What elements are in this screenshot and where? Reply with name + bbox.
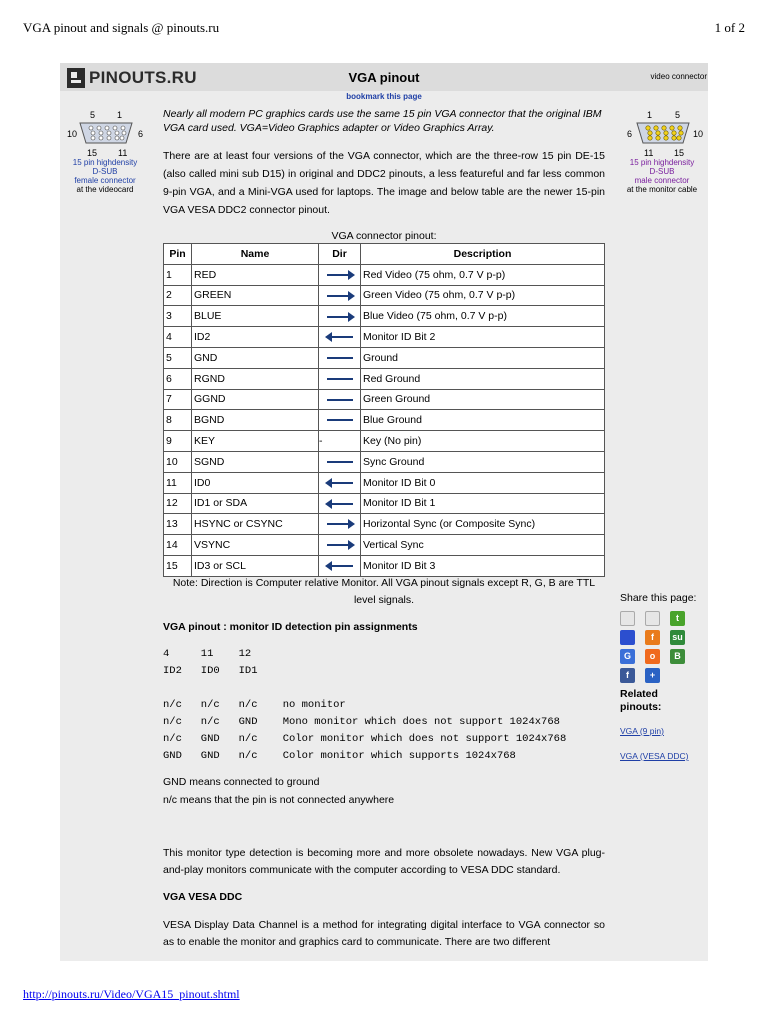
pin-number-cell: 4	[164, 327, 192, 348]
direction-cell	[319, 555, 361, 576]
vga-pinout-table	[163, 243, 605, 577]
reddit-icon[interactable]: o	[645, 649, 660, 664]
connector-pin-label: 15	[674, 148, 685, 158]
pin-number-cell: 3	[164, 306, 192, 327]
delicious-icon[interactable]	[620, 611, 635, 626]
pin-number-cell: 7	[164, 389, 192, 410]
line-icon	[327, 399, 353, 401]
pin-name-cell: ID2	[192, 327, 319, 348]
connector-caption: male connector	[634, 176, 690, 185]
bookmark-link[interactable]: bookmark this page	[346, 92, 422, 101]
ddc-heading: VGA VESA DDC	[163, 891, 243, 903]
direction-cell	[319, 514, 361, 535]
share-icons	[620, 611, 700, 683]
direction-cell	[319, 264, 361, 285]
connector-caption: at the monitor cable	[626, 185, 698, 194]
blogger-icon[interactable]: f	[645, 630, 660, 645]
print-title: VGA pinout and signals @ pinouts.ru	[23, 20, 220, 35]
obsolete-paragraph: This monitor type detection is becoming more and more obsolete nowadays. New VGA plug-and-play monitors communicate with the computer according to VESA DDC standard.	[163, 847, 605, 876]
pin-number-cell: 1	[164, 264, 192, 285]
table-row	[164, 264, 605, 285]
intro-paragraph: There are at least four versions of the VGA connector, which are the three-row 15 pin DE-15 (also called mini sub D15) in original and DDC2 pinouts, a less featureful and far less common 9-pin VGA, and a Mini-VGA used for laptops. The image and below table are the newer 15-pin VGA VESA DDC2 connector pinout.	[163, 150, 605, 216]
pin-name-cell: BGND	[192, 410, 319, 431]
table-row	[164, 368, 605, 389]
pin-name-cell: SGND	[192, 451, 319, 472]
stumbleupon-icon[interactable]: su	[670, 630, 685, 645]
arrow-right-icon	[327, 316, 353, 318]
table-row	[164, 451, 605, 472]
connector-pin-label: 10	[693, 129, 704, 139]
connector-pin-label: 6	[138, 129, 144, 139]
pin-number-cell: 5	[164, 347, 192, 368]
connector-pin-label: 11	[118, 148, 128, 158]
pin-name-cell: ID0	[192, 472, 319, 493]
column-header: Name	[192, 244, 319, 265]
connector-pin-label: 5	[675, 110, 681, 120]
section-heading: VGA pinout : monitor ID detection pin assignments	[163, 621, 418, 633]
pin-description-cell: Monitor ID Bit 1	[361, 493, 605, 514]
line-icon	[327, 419, 353, 421]
newsvine-icon[interactable]: B	[670, 649, 685, 664]
pin-description-cell: Red Ground	[361, 368, 605, 389]
connector-caption: D-SUB	[649, 167, 675, 176]
table-row	[164, 493, 605, 514]
table-row	[164, 555, 605, 576]
pin-number-cell: 2	[164, 285, 192, 306]
direction-cell	[319, 451, 361, 472]
pin-description-cell: Green Video (75 ohm, 0.7 V p-p)	[361, 285, 605, 306]
direction-cell	[319, 472, 361, 493]
connector-pin-label: 6	[627, 129, 633, 139]
pin-name-cell: GGND	[192, 389, 319, 410]
share-label: Share this page:	[620, 592, 697, 604]
technorati-icon[interactable]: t	[670, 611, 685, 626]
intro-italic-paragraph: Nearly all modern PC graphics cards use the same 15 pin VGA connector that the original IBM VGA card used. VGA=Video Graphics adapter or Video Graphics Array.	[163, 108, 602, 134]
male-connector-figure	[617, 110, 707, 194]
table-note: Note: Direction is Computer relative Monitor. All VGA pinout signals except R, G, B are TTL level signals.	[172, 577, 596, 606]
pin-description-cell: Monitor ID Bit 2	[361, 327, 605, 348]
table-row	[164, 389, 605, 410]
direction-cell	[319, 368, 361, 389]
arrow-right-icon	[327, 544, 353, 546]
pin-description-cell: Monitor ID Bit 0	[361, 472, 605, 493]
direction-cell: -	[319, 431, 361, 452]
pin-description-cell: Vertical Sync	[361, 535, 605, 556]
pin-number-cell: 9	[164, 431, 192, 452]
print-header	[23, 20, 745, 36]
connector-pin-label: 1	[117, 110, 123, 120]
arrow-right-icon	[327, 274, 353, 276]
table-row	[164, 306, 605, 327]
pin-name-cell: RED	[192, 264, 319, 285]
pin-name-cell: RGND	[192, 368, 319, 389]
pin-description-cell: Horizontal Sync (or Composite Sync)	[361, 514, 605, 535]
table-row	[164, 535, 605, 556]
connector-pin-label: 11	[644, 148, 654, 158]
column-header: Dir	[319, 244, 361, 265]
pin-number-cell: 12	[164, 493, 192, 514]
table-row	[164, 327, 605, 348]
id-assignment-block	[163, 646, 605, 765]
pin-description-cell: Blue Video (75 ohm, 0.7 V p-p)	[361, 306, 605, 327]
ddc-paragraph: VESA Display Data Channel is a method for integrating digital interface to VGA connector so as to enable the monitor and graphics card to communicate. There are two different	[163, 919, 605, 948]
note-nc: n/c means that the pin is not connected anywhere	[163, 794, 395, 806]
table-row	[164, 514, 605, 535]
arrow-left-icon	[327, 336, 353, 338]
del-icio-us-icon[interactable]	[620, 630, 635, 645]
column-header: Description	[361, 244, 605, 265]
direction-cell	[319, 535, 361, 556]
connector-caption: female connector	[74, 176, 136, 185]
pin-number-cell: 8	[164, 410, 192, 431]
table-row	[164, 410, 605, 431]
table-row	[164, 472, 605, 493]
connector-caption: D-SUB	[92, 167, 118, 176]
pin-description-cell: Ground	[361, 347, 605, 368]
direction-cell	[319, 410, 361, 431]
pin-description-cell: Key (No pin)	[361, 431, 605, 452]
arrow-left-icon	[327, 482, 353, 484]
connector-pin-label: 10	[67, 129, 78, 139]
assignment-line: GND GND n/c Color monitor which supports 1024x768	[163, 750, 516, 762]
pin-number-cell: 13	[164, 514, 192, 535]
print-footer-url[interactable]: http://pinouts.ru/Video/VGA15_pinout.shtml	[23, 987, 240, 1001]
direction-cell	[319, 327, 361, 348]
assignment-line: n/c GND n/c Color monitor which does not support 1024x768	[163, 733, 567, 745]
pin-number-cell: 15	[164, 555, 192, 576]
print-page-number: 1 of 2	[714, 20, 745, 35]
assignment-line: n/c n/c n/c no monitor	[163, 699, 346, 711]
assignment-line: 4 11 12	[163, 648, 252, 660]
table-caption: VGA connector pinout:	[331, 230, 437, 242]
arrow-right-icon	[327, 523, 353, 525]
myspace-icon[interactable]: +	[645, 668, 660, 683]
pin-number-cell: 11	[164, 472, 192, 493]
table-header-row	[164, 244, 605, 265]
pin-number-cell: 10	[164, 451, 192, 472]
direction-cell	[319, 347, 361, 368]
google-icon[interactable]: G	[620, 649, 635, 664]
related-link-vga-ddc[interactable]: VGA (VESA DDC)	[620, 751, 689, 761]
pin-description-cell: Green Ground	[361, 389, 605, 410]
arrow-right-icon	[327, 295, 353, 297]
arrow-left-icon	[327, 503, 353, 505]
document-page	[60, 63, 708, 961]
logo-text: PINOUTS.RU	[89, 68, 197, 87]
table-row	[164, 431, 605, 452]
direction-cell	[319, 493, 361, 514]
facebook-icon[interactable]: f	[620, 668, 635, 683]
column-header: Pin	[164, 244, 192, 265]
connector-pin-label: 1	[647, 110, 653, 120]
id-section	[163, 619, 605, 809]
share-sidebar	[620, 592, 700, 763]
pin-name-cell: GND	[192, 347, 319, 368]
pin-name-cell: BLUE	[192, 306, 319, 327]
pin-description-cell: Sync Ground	[361, 451, 605, 472]
line-icon	[327, 357, 353, 359]
assignment-line: n/c n/c GND Mono monitor which does not support 1024x768	[163, 716, 560, 728]
pin-number-cell: 6	[164, 368, 192, 389]
category-label: video connector	[650, 72, 707, 81]
pin-name-cell: VSYNC	[192, 535, 319, 556]
connector-caption: at the videocard	[76, 185, 134, 194]
assignment-line: ID2 ID0 ID1	[163, 665, 258, 677]
dsub-female-icon	[60, 120, 150, 146]
dsub-male-icon	[617, 120, 707, 146]
pin-description-cell: Monitor ID Bit 3	[361, 555, 605, 576]
pin-name-cell: KEY	[192, 431, 319, 452]
direction-cell	[319, 285, 361, 306]
digg-icon[interactable]	[645, 611, 660, 626]
table-row	[164, 285, 605, 306]
connector-pin-label: 15	[87, 148, 98, 158]
female-connector-figure	[60, 110, 150, 194]
line-icon	[327, 378, 353, 380]
line-icon	[327, 461, 353, 463]
related-label: Related pinouts:	[620, 688, 662, 713]
related-link-vga-9pin[interactable]: VGA (9 pin)	[620, 726, 664, 736]
pin-description-cell: Blue Ground	[361, 410, 605, 431]
assignment-line	[163, 680, 605, 697]
pin-number-cell: 14	[164, 535, 192, 556]
direction-cell	[319, 306, 361, 327]
page-title: VGA pinout	[348, 70, 420, 85]
connector-caption: 15 pin highdensity	[72, 158, 138, 167]
arrow-left-icon	[327, 565, 353, 567]
pin-name-cell: ID3 or SCL	[192, 555, 319, 576]
connector-pin-label: 5	[90, 110, 96, 120]
pin-name-cell: HSYNC or CSYNC	[192, 514, 319, 535]
table-body	[164, 264, 605, 576]
pin-description-cell: Red Video (75 ohm, 0.7 V p-p)	[361, 264, 605, 285]
pin-name-cell: GREEN	[192, 285, 319, 306]
direction-cell	[319, 389, 361, 410]
connector-caption: 15 pin highdensity	[629, 158, 695, 167]
table-row	[164, 347, 605, 368]
note-gnd: GND means connected to ground	[163, 776, 320, 788]
pin-name-cell: ID1 or SDA	[192, 493, 319, 514]
